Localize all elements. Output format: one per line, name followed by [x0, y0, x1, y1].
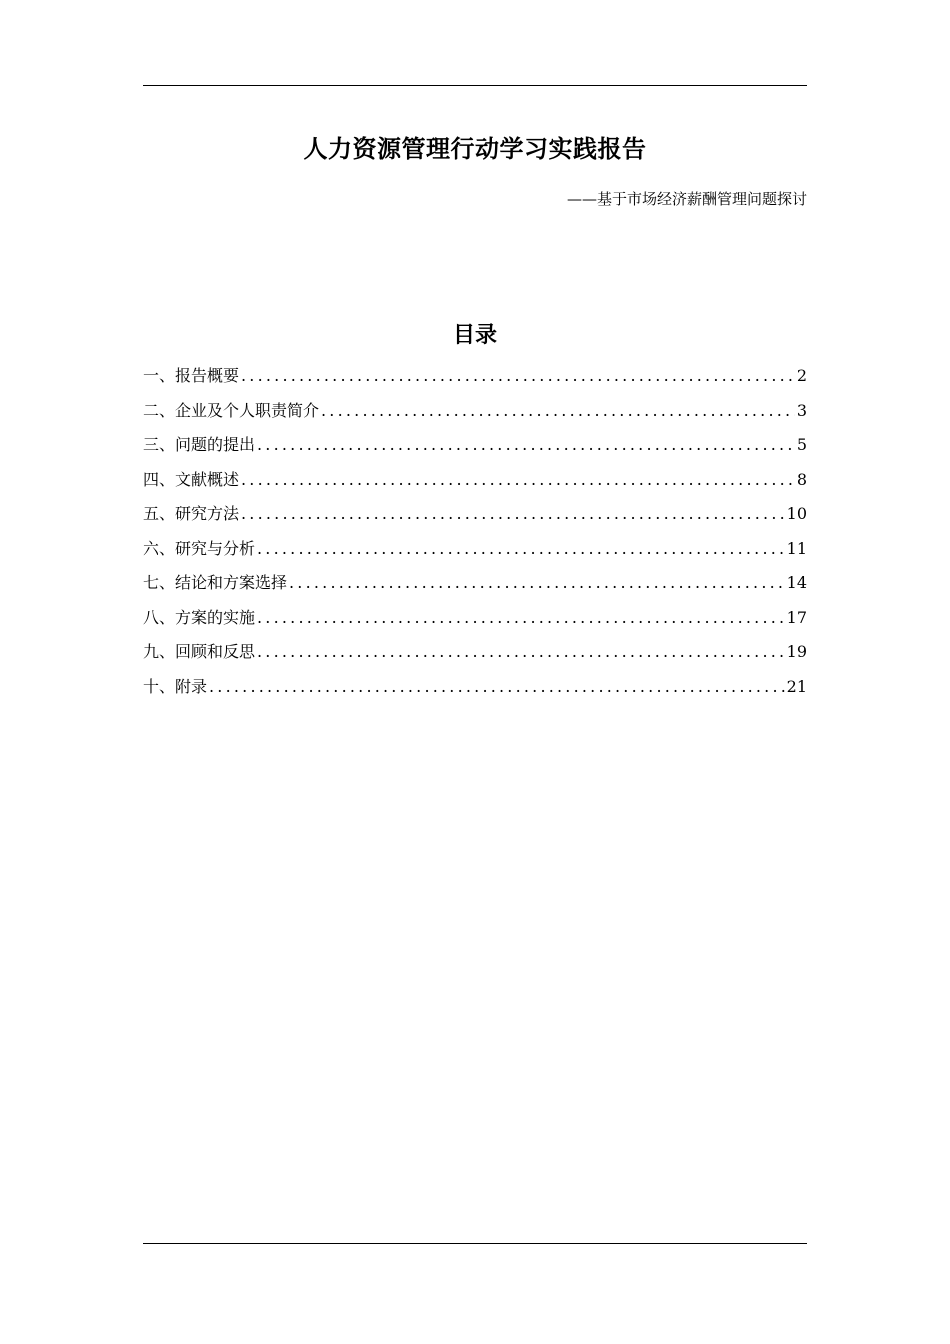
toc-entry-page: 14 — [786, 573, 807, 592]
toc-entry-page: 8 — [796, 469, 807, 489]
toc-entry[interactable] — [143, 463, 807, 498]
toc-dot-leader — [241, 463, 795, 498]
toc-dot-leader — [289, 566, 785, 601]
toc-entry-label: 二、企业及个人职责简介 — [143, 400, 320, 420]
toc-entry-page: 2 — [796, 366, 807, 385]
toc-entry[interactable] — [143, 601, 807, 636]
toc-entry-page: 5 — [796, 435, 807, 454]
toc-entry-label: 七、结论和方案选择 — [143, 573, 288, 592]
toc-entry[interactable] — [143, 359, 807, 394]
table-of-contents — [143, 359, 807, 704]
toc-entry-page: 17 — [786, 607, 807, 627]
toc-dot-leader — [321, 394, 795, 429]
toc-entry-label: 四、文献概述 — [143, 469, 240, 489]
toc-entry-page: 21 — [786, 676, 807, 696]
footer-rule — [143, 1243, 807, 1244]
toc-heading: 目录 — [452, 323, 497, 348]
toc-entry[interactable] — [143, 497, 807, 532]
toc-entry-label: 十、附录 — [143, 676, 208, 696]
toc-entry-label: 五、研究方法 — [143, 504, 240, 523]
document-title: 人力资源管理行动学习实践报告 — [303, 135, 647, 163]
header-rule — [143, 85, 807, 86]
toc-entry-label: 八、方案的实施 — [143, 607, 256, 627]
toc-entry[interactable] — [143, 532, 807, 567]
toc-entry-label: 三、问题的提出 — [143, 435, 256, 454]
toc-entry-page: 11 — [786, 538, 807, 558]
toc-dot-leader — [209, 670, 785, 705]
toc-entry-label: 一、报告概要 — [143, 366, 240, 385]
document-subtitle: ——基于市场经济薪酬管理问题探讨 — [566, 190, 807, 208]
toc-dot-leader — [257, 428, 795, 463]
toc-entry[interactable] — [143, 670, 807, 705]
toc-entry[interactable] — [143, 394, 807, 429]
toc-entry-label: 六、研究与分析 — [143, 538, 256, 558]
toc-dot-leader — [257, 601, 785, 636]
toc-entry-page: 19 — [786, 642, 807, 661]
toc-entry[interactable] — [143, 566, 807, 601]
toc-dot-leader — [241, 359, 795, 394]
toc-entry-page: 3 — [796, 400, 807, 420]
toc-entry[interactable] — [143, 428, 807, 463]
toc-entry-page: 10 — [786, 504, 807, 523]
toc-entry[interactable] — [143, 635, 807, 670]
toc-dot-leader — [257, 532, 785, 567]
toc-dot-leader — [257, 635, 785, 670]
toc-entry-label: 九、回顾和反思 — [143, 642, 256, 661]
toc-dot-leader — [241, 497, 785, 532]
